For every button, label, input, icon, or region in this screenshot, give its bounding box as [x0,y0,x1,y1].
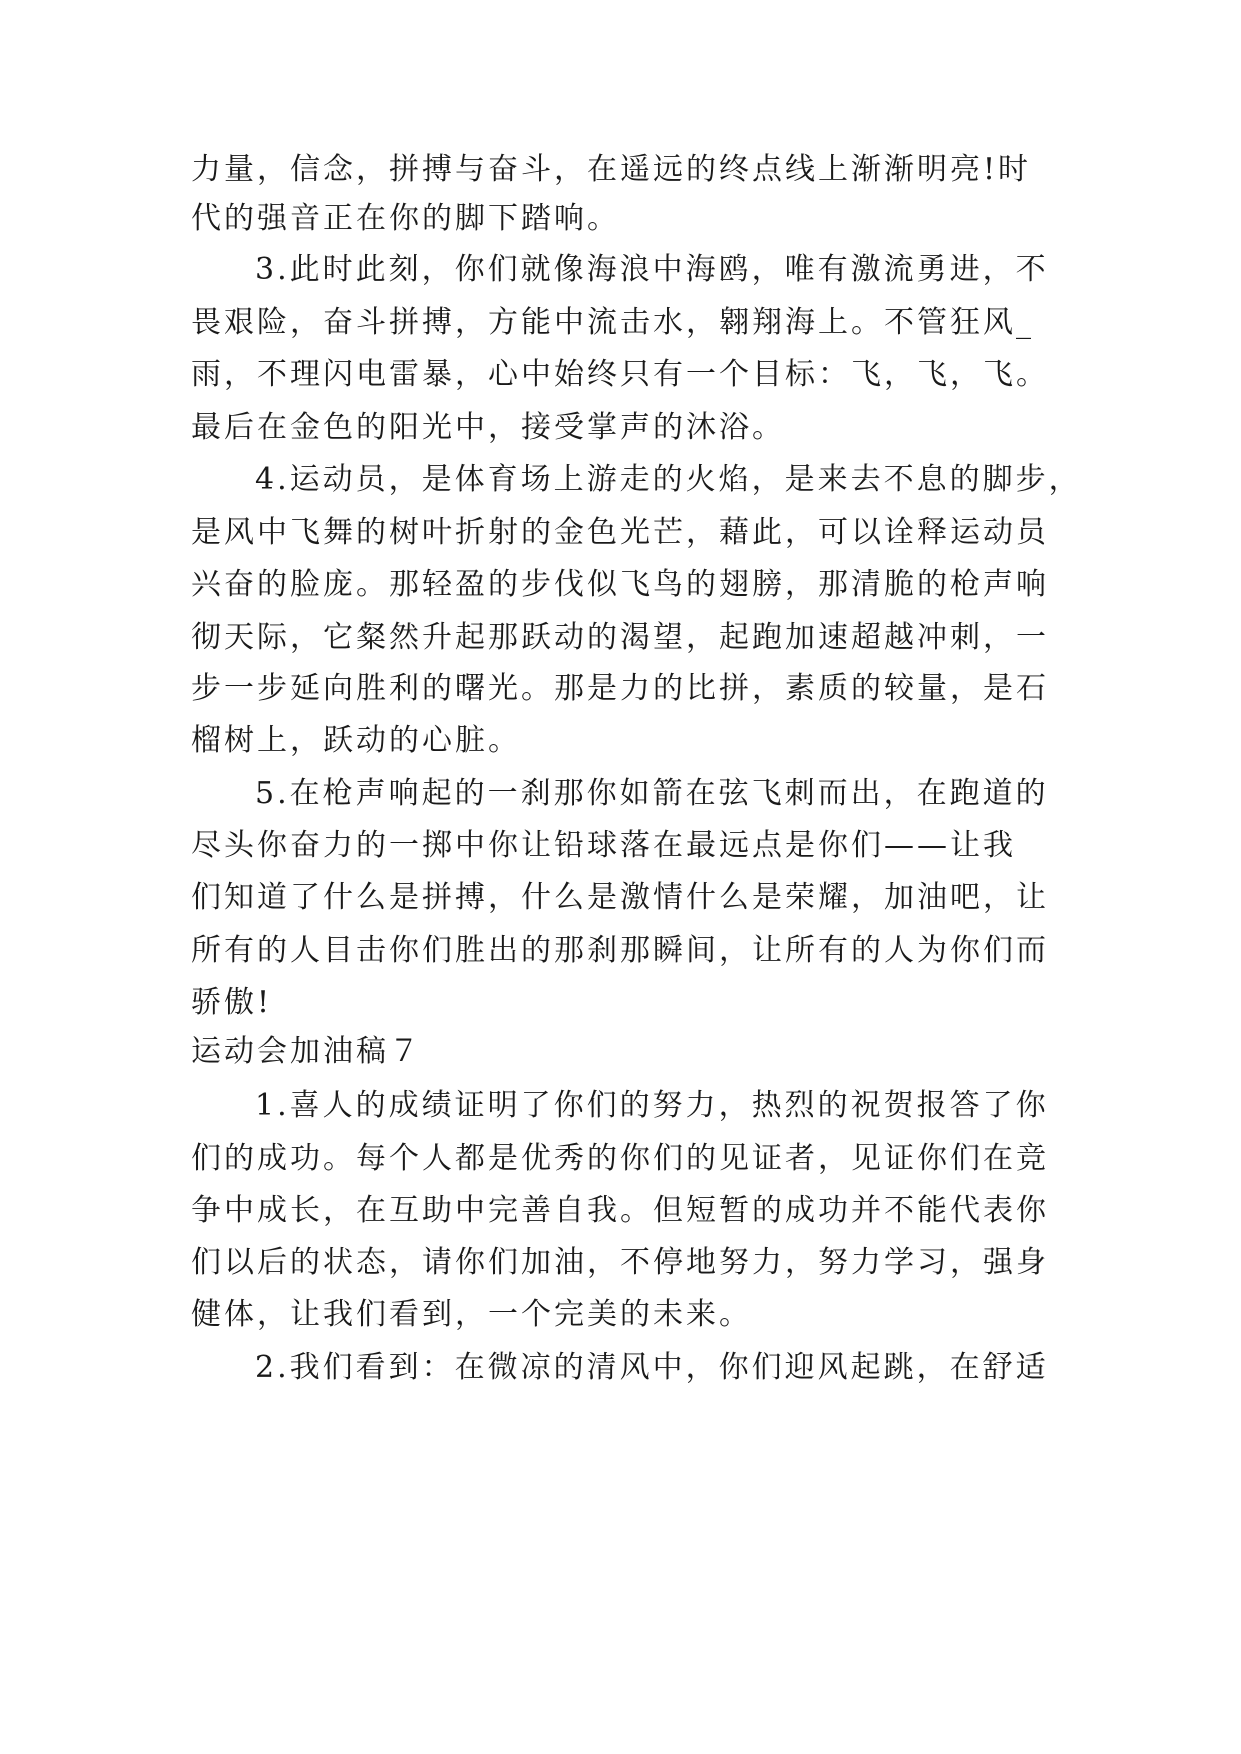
paragraph-5-start: 5.在枪声响起的一刹那你如箭在弦飞刺而出，在跑道的 [255,776,1049,811]
body-text-line: 兴奋的脸庞。那轻盈的步伐似飞鸟的翅膀，那清脆的枪声响 [191,567,1049,602]
body-text-line: 尽头你奋力的一掷中你让铅球落在最远点是你们——让我 [191,828,1016,863]
body-text-line: 雨，不理闪电雷暴，心中始终只有一个目标：飞，飞，飞。 [191,357,1049,392]
body-text-line: 畏艰险，奋斗拼搏，方能中流击水，翱翔海上。不管狂风_ [191,305,1034,340]
body-text-line: 是风中飞舞的树叶折射的金色光芒，藉此，可以诠释运动员 [191,515,1049,550]
body-text-line: 们知道了什么是拼搏，什么是激情什么是荣耀，加油吧，让 [191,880,1049,915]
body-text-line: 骄傲! [191,985,273,1020]
section-heading: 运动会加油稿７ [191,1034,422,1069]
body-text-line: 所有的人目击你们胜出的那刹那瞬间，让所有的人为你们而 [191,933,1049,968]
body-text-line: 代的强音正在你的脚下踏响。 [191,201,620,236]
body-text-line: 力量，信念，拼搏与奋斗，在遥远的终点线上渐渐明亮!时 [191,152,1032,187]
body-text-line: 健体，让我们看到，一个完美的未来。 [191,1297,752,1332]
body-text-line: 们的成功。每个人都是优秀的你们的见证者，见证你们在竞 [191,1141,1049,1176]
paragraph-3-start: 3.此时此刻，你们就像海浪中海鸥，唯有激流勇进，不 [255,252,1049,287]
paragraph-1-start: 1.喜人的成绩证明了你们的努力，热烈的祝贺报答了你 [255,1088,1049,1123]
body-text-line: 榴树上，跃动的心脏。 [191,723,521,758]
body-text-line: 步一步延向胜利的曙光。那是力的比拼，素质的较量，是石 [191,671,1049,706]
body-text-line: 最后在金色的阳光中，接受掌声的沐浴。 [191,410,785,445]
body-text-line: 彻天际，它粲然升起那跃动的渴望，起跑加速超越冲刺，一 [191,620,1049,655]
body-text-line: 们以后的状态，请你们加油，不停地努力，努力学习，强身 [191,1245,1049,1280]
paragraph-4-start: 4.运动员，是体育场上游走的火焰，是来去不息的脚步， [255,462,1082,497]
paragraph-2-start: 2.我们看到：在微凉的清风中，你们迎风起跳，在舒适 [255,1350,1049,1385]
body-text-line: 争中成长，在互助中完善自我。但短暂的成功并不能代表你 [191,1193,1049,1228]
